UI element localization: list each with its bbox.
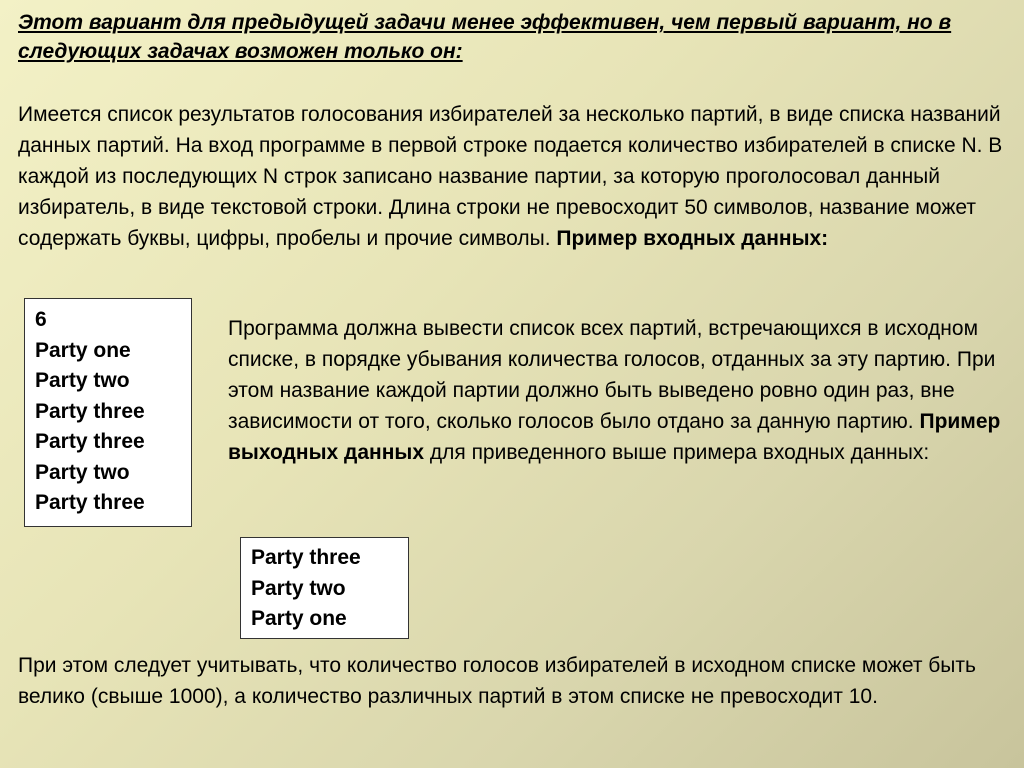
output-description bbox=[228, 313, 1008, 468]
output-example-box bbox=[240, 537, 409, 639]
input-line: Party one bbox=[35, 338, 131, 362]
output-description-text: Программа должна вывести список всех партий, встречающихся в исходном списке, в порядке убывания количества голосов, отданных за эту партию. При этом название каждой партии должно быть выведено ровно один раз, вне зависимости от того, сколько голосов было отдано за данную партию. bbox=[228, 317, 996, 433]
input-line: Party two bbox=[35, 460, 130, 484]
output-description-tail: для приведенного выше примера входных данных: bbox=[424, 441, 930, 464]
input-line: Party three bbox=[35, 491, 145, 514]
output-line: Party three bbox=[251, 546, 361, 569]
output-example-label: Пример выходных данных bbox=[228, 410, 1001, 464]
input-example-box bbox=[24, 298, 192, 527]
input-line: Party three bbox=[35, 399, 145, 423]
input-line: Party three bbox=[35, 430, 145, 453]
constraints-note: При этом следует учитывать, что количество голосов избирателей в исходном списке может быть велико (свыше 1000), а количество различных партий в этом списке не превосходит 10. bbox=[18, 654, 976, 708]
problem-description-text: Имеется список результатов голосования избирателей за несколько партий, в виде списка названий данных партий. На вход программе в первой строке подается количество избирателей в списке N. В каждой из последующих N строк записано название партии, за которую проголосовал данный избиратель, в виде текстовой строки. Длина строки не превосходит 50 символов, название может содержать буквы, цифры, пробелы и прочие символы. bbox=[18, 103, 1003, 250]
input-line: Party two bbox=[35, 369, 130, 392]
problem-description bbox=[18, 99, 1018, 254]
input-line: 6 bbox=[35, 308, 47, 331]
input-example-label: Пример входных данных: bbox=[556, 227, 829, 250]
slide-heading: Этот вариант для предыдущей задачи менее эффективен, чем первый вариант, но в следующих задачах возможен только он: bbox=[18, 11, 952, 63]
output-line: Party two bbox=[251, 576, 346, 600]
output-line: Party one bbox=[251, 607, 347, 630]
